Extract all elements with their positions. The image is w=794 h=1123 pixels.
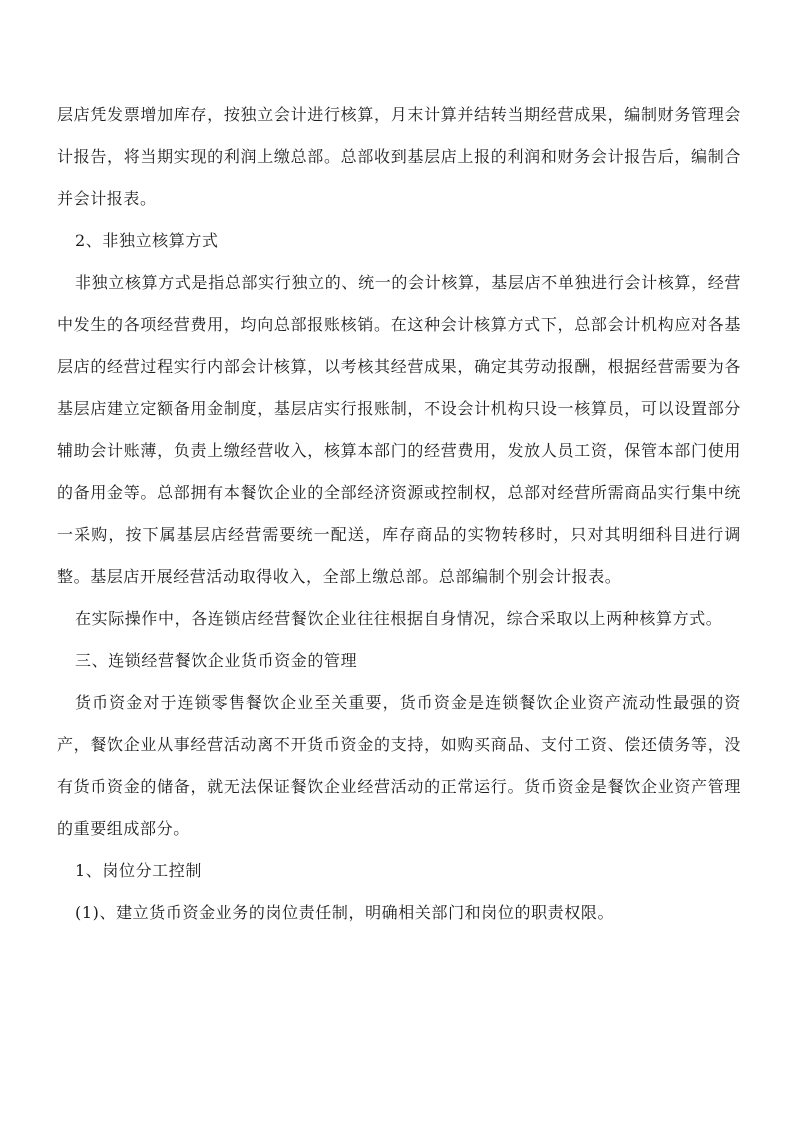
paragraph-cash-importance: 货币资金对于连锁零售餐饮企业至关重要，货币资金是连锁餐饮企业资产流动性最强的资产，餐饮企业从事经营活动离不开货币资金的支持，如购买商品、支付工资、偿还债务等，没有货币资金的储备，就无法保证餐饮企业经营活动的正常运行。货币资金是餐饮企业资产管理的重要组成部分。 xyxy=(57,693,741,838)
list-item-responsibility: (1)、建立货币资金业务的岗位责任制，明确相关部门和岗位的职责权限。 xyxy=(75,903,615,922)
subheading-job-division: 1、岗位分工控制 xyxy=(75,861,202,880)
paragraph-practice: 在实际操作中，各连锁店经营餐饮企业往往根据自身情况，综合采取以上两种核算方式。 xyxy=(75,609,723,628)
paragraph-non-independent-accounting: 非独立核算方式是指总部实行独立的、统一的会计核算，基层店不单独进行会计核算，经营中发生的各项经营费用，均向总部报账核销。在这种会计核算方式下，总部会计机构应对各基层店的经营过程实行内部会计核算，以考核其经营成果，确定其劳动报酬，根据经营需要为各基层店建立定额备用金制度，基层店实行报账制，不设会计机构只设一核算员，可以设置部分辅助会计账薄，负责上缴经营收入，核算本部门的经营费用，发放人员工资，保管本部门使用的备用金等。总部拥有本餐饮企业的全部经济资源或控制权，总部对经营所需商品实行集中统一采购，按下属基层店经营需要统一配送，库存商品的实物转移时，只对其明细科目进行调整。基层店开展经营活动取得收入，全部上缴总部。总部编制个别会计报表。 xyxy=(57,273,741,586)
subheading-non-independent-accounting: 2、非独立核算方式 xyxy=(75,231,219,250)
document-body xyxy=(57,94,741,934)
paragraph-continuation: 层店凭发票增加库存，按独立会计进行核算，月末计算并结转当期经营成果，编制财务管理会计报告，将当期实现的利润上缴总部。总部收到基层店上报的利润和财务会计报告后，编制合并会计报表。 xyxy=(57,105,741,208)
section-heading-cash-management: 三、连锁经营餐饮企业货币资金的管理 xyxy=(75,651,358,670)
